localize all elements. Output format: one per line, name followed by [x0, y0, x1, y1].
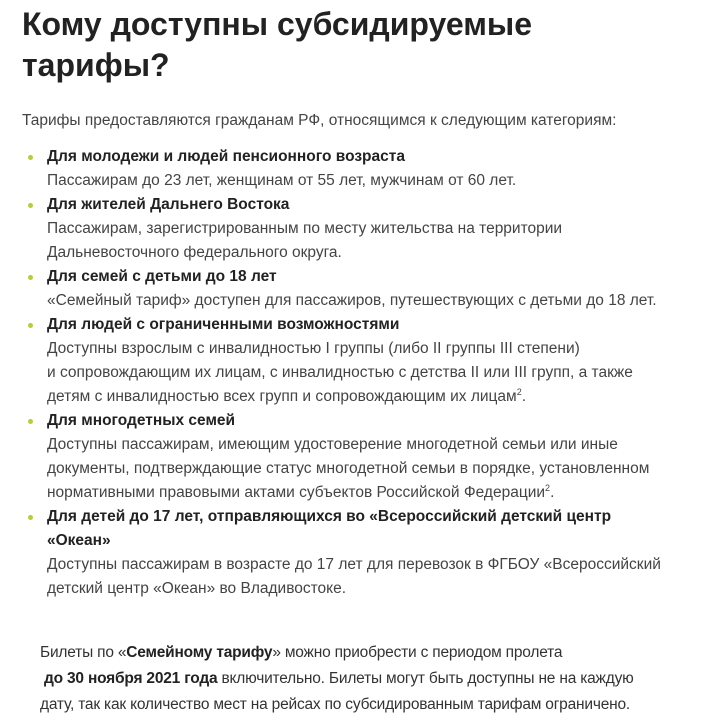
- item-title: Для семей с детьми до 18 лет: [47, 268, 277, 285]
- page-title: Кому доступны субсидируемые тарифы?: [22, 6, 533, 83]
- list-item: [0, 505, 704, 601]
- footnote-mark: 2: [516, 386, 522, 397]
- bullet-icon: [28, 203, 33, 208]
- intro-text: Тарифы предоставляются гражданам РФ, относящимся к следующим категориям:: [22, 112, 617, 129]
- item-title: Для жителей Дальнего Востока: [47, 196, 290, 213]
- item-description: [47, 169, 704, 193]
- description-line: Пассажирам до 23 лет, женщинам от 55 лет, мужчинам от 60 лет.: [47, 172, 517, 189]
- list-item: [0, 313, 704, 409]
- description-line: документы, подтверждающие статус многодетной семьи в порядке, установленном: [47, 460, 650, 477]
- description-line: Доступны пассажирам в возрасте до 17 лет для перевозок в ФГБОУ «Всероссийский: [47, 556, 661, 573]
- category-list: [0, 145, 704, 601]
- bullet-icon: [28, 515, 33, 520]
- item-description: [47, 553, 704, 577]
- description-line: детям с инвалидностью всех групп и сопровождающим их лицам: [47, 388, 517, 405]
- item-title: «Океан»: [47, 532, 111, 549]
- item-description: [47, 577, 704, 601]
- item-description: [47, 337, 704, 361]
- description-line: и сопровождающим их лицам, с инвалидностью с детства II или III групп, а также: [47, 364, 633, 381]
- footer-text: включительно. Билеты могут быть доступны не на каждую: [217, 670, 634, 687]
- item-description: [47, 361, 704, 385]
- item-description: [47, 241, 704, 265]
- deadline-bold: до 30 ноября 2021 года: [44, 670, 218, 687]
- item-description: детям с инвалидностью всех групп и сопровождающим их лицам$^2$.: [47, 386, 527, 405]
- list-item: [0, 193, 704, 265]
- description-line: Доступны пассажирам, имеющим удостоверение многодетной семьи или иные: [47, 436, 618, 453]
- description-line: Пассажирам, зарегистрированным по месту жительства на территории: [47, 220, 563, 237]
- item-title: Для молодежи и людей пенсионного возраста: [47, 148, 405, 165]
- description-line: нормативными правовыми актами субъектов Российской Федерации: [47, 484, 546, 501]
- item-description: [47, 217, 704, 241]
- list-item: [0, 265, 704, 313]
- description-line: Дальневосточного федерального округа.: [47, 244, 342, 261]
- description-line: «Семейный тариф» доступен для пассажиров, путешествующих с детьми до 18 лет.: [47, 292, 657, 309]
- item-description: [47, 433, 704, 457]
- footer-text: » можно приобрести с периодом пролета: [272, 644, 563, 661]
- footer-note: [40, 640, 634, 718]
- bullet-icon: [28, 323, 33, 328]
- item-title: Для людей с ограниченными возможностями: [47, 316, 400, 333]
- bullet-icon: [28, 419, 33, 424]
- item-description: [47, 289, 704, 313]
- description-line: детский центр «Океан» во Владивостоке.: [47, 580, 347, 597]
- family-tariff-bold: Семейному тарифу: [126, 644, 273, 661]
- footer-text: дату, так как количество мест на рейсах по субсидированным тарифам ограничено.: [40, 696, 631, 713]
- item-description: нормативными правовыми актами субъектов Российской Федерации$^2$.: [47, 482, 555, 501]
- bullet-icon: [28, 155, 33, 160]
- item-title: Для детей до 17 лет, отправляющихся во «Всероссийский детский центр: [47, 508, 612, 525]
- bullet-icon: [28, 275, 33, 280]
- footnote-mark: 2: [545, 482, 551, 493]
- list-item: [0, 409, 704, 505]
- footer-text: Билеты по «: [40, 644, 127, 661]
- description-line: Доступны взрослым с инвалидностью I группы (либо II группы III степени): [47, 340, 580, 357]
- item-description: [47, 457, 704, 481]
- item-title: Для многодетных семей: [47, 412, 236, 429]
- list-item: [0, 145, 704, 193]
